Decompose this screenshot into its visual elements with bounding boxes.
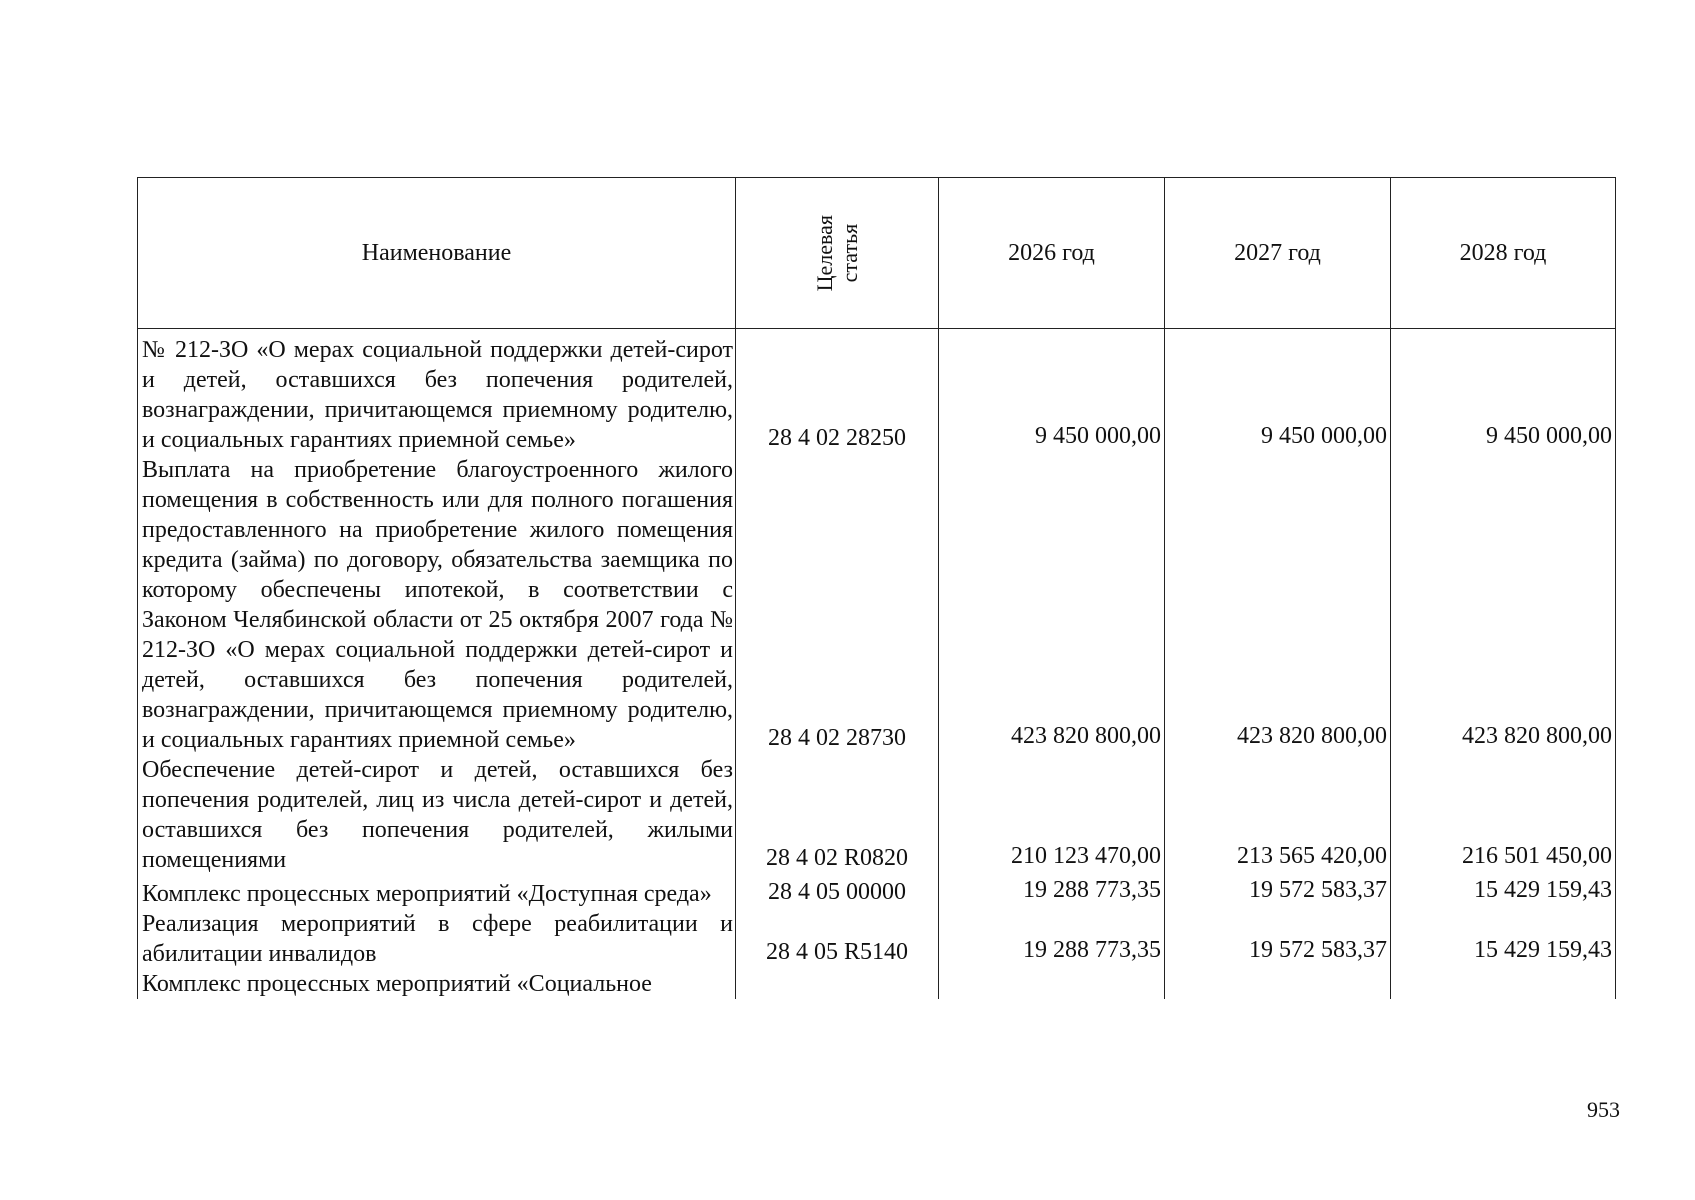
table-body [138,329,1616,1000]
row-name: Обеспечение детей-сирот и детей, оставшихся без попечения родителей, лиц из числа детей-сирот и детей, оставшихся без попечения родителей, жилыми помещениями [142,757,733,873]
row-code: 28 4 02 28730 [736,455,939,755]
row-amount-2027: 213 565 420,00 [1165,755,1391,875]
budget-table [137,177,1616,999]
row-amount-2027: 423 820 800,00 [1165,455,1391,755]
table-row [138,329,1616,456]
row-amount-2027: 19 572 583,37 [1165,909,1391,969]
row-amount-2026: 19 288 773,35 [939,875,1165,909]
row-name: № 212-ЗО «О мерах социальной поддержки детей-сирот и детей, оставшихся без попечения родителей, вознаграждении, причитающемся приемному родителю, и социальных гарантиях приемной семье» [142,337,733,453]
row-code: 28 4 02 R0820 [736,755,939,875]
header-row [138,178,1616,329]
row-amount-2027: 19 572 583,37 [1165,875,1391,909]
row-amount-2026: 210 123 470,00 [939,755,1165,875]
row-name-cell [138,329,736,456]
row-name-cell [138,909,736,969]
row-name-cell [138,455,736,755]
table-row [138,969,1616,999]
row-amount-2028: 15 429 159,43 [1391,909,1616,969]
row-name-cell [138,875,736,909]
rotated-header-wrap [736,178,938,328]
table-row [138,909,1616,969]
row-amount-2026: 423 820 800,00 [939,455,1165,755]
table-row [138,755,1616,875]
row-name: Комплекс процессных мероприятий «Доступная среда» [142,881,712,907]
row-amount-2028: 216 501 450,00 [1391,755,1616,875]
row-amount-2026 [939,969,1165,999]
row-code [736,969,939,999]
header-code-line2: статья [837,223,862,283]
header-target-article [736,178,939,329]
page-number: 953 [1587,1097,1620,1122]
header-year-2026: 2026 год [939,178,1165,329]
row-amount-2028: 423 820 800,00 [1391,455,1616,755]
row-amount-2028: 15 429 159,43 [1391,875,1616,909]
row-name-cell [138,969,736,999]
table-row [138,455,1616,755]
row-code: 28 4 05 R5140 [736,909,939,969]
header-name: Наименование [138,178,736,329]
header-code-line1: Целевая [812,214,837,292]
row-amount-2026: 19 288 773,35 [939,909,1165,969]
table-row [138,875,1616,909]
row-code: 28 4 02 28250 [736,329,939,456]
header-year-2027: 2027 год [1165,178,1391,329]
row-code: 28 4 05 00000 [736,875,939,909]
header-year-2028: 2028 год [1391,178,1616,329]
row-amount-2026: 9 450 000,00 [939,329,1165,456]
row-amount-2027 [1165,969,1391,999]
row-amount-2028: 9 450 000,00 [1391,329,1616,456]
row-amount-2027: 9 450 000,00 [1165,329,1391,456]
row-name-cell [138,755,736,875]
table-header [138,178,1616,329]
row-name: Комплекс процессных мероприятий «Социальное [142,971,652,997]
row-amount-2028 [1391,969,1616,999]
row-name: Реализация мероприятий в сфере реабилитации и абилитации инвалидов [142,911,733,967]
rotated-header-text [812,215,862,291]
row-name: Выплата на приобретение благоустроенного жилого помещения в собственность или для полного погашения предоставленного на приобретение жилого помещения кредита (займа) по договору, обязательства заемщика по которому обеспечены ипотекой, в соответствии с Законом Челябинской области от 25 октября 2007 года № 212-ЗО «О мерах социальной поддержки детей-сирот и детей, оставшихся без попечения родителей, вознаграждении, причитающемся приемному родителю, и социальных гарантиях приемной семье» [142,457,733,753]
